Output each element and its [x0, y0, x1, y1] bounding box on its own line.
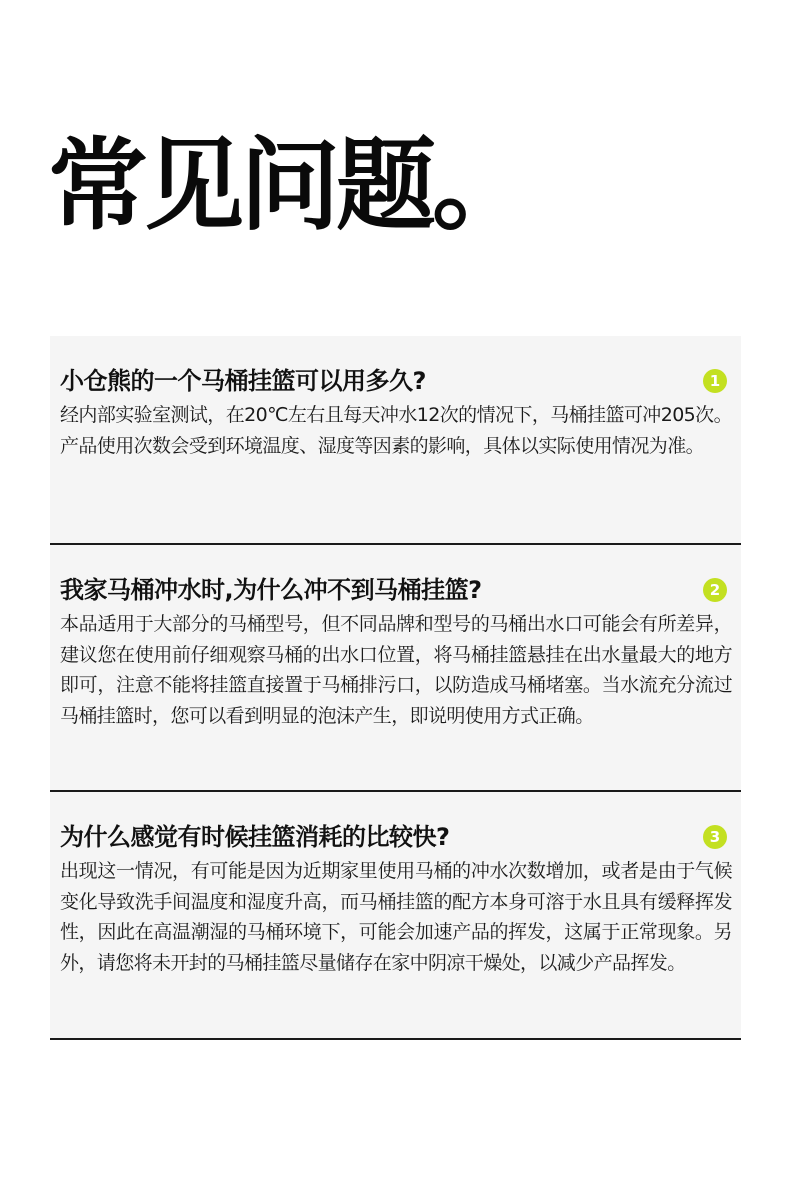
faq-item-2	[50, 545, 741, 792]
faq-question-2: 我家马桶冲水时,为什么冲不到马桶挂篮?	[60, 576, 482, 604]
faq-answer-3: 出现这一情况，有可能是因为近期家里使用马桶的冲水次数增加，或者是由于气候变化导致洗手间温度和湿度升高，而马桶挂篮的配方本身可溶于水且具有缓释挥发性，因此在高温潮湿的马桶环境下，可能会加速产品的挥发，这属于正常现象。另外，请您将未开封的马桶挂篮尽量储存在家中阴凉干燥处，以减少产品挥发。	[60, 860, 732, 974]
number-badge-1-icon: 1	[703, 369, 727, 393]
faq-item-1	[50, 336, 741, 545]
faq-answer-1: 经内部实验室测试，在20℃左右且每天冲水12次的情况下，马桶挂篮可冲205次。产品使用次数会受到环境温度、湿度等因素的影响，具体以实际使用情况为准。	[60, 404, 732, 457]
faq-item-3	[50, 792, 741, 1040]
faq-question-1: 小仓熊的一个马桶挂篮可以用多久?	[60, 367, 426, 395]
faq-answer-2: 本品适用于大部分的马桶型号，但不同品牌和型号的马桶出水口可能会有所差异，建议您在使用前仔细观察马桶的出水口位置，将马桶挂篮悬挂在出水量最大的地方即可，注意不能将挂篮直接置于马桶排污口，以防造成马桶堵塞。当水流充分流过马桶挂篮时，您可以看到明显的泡沫产生，即说明使用方式正确。	[60, 613, 732, 727]
number-badge-2-icon: 2	[703, 578, 727, 602]
faq-question-3: 为什么感觉有时候挂篮消耗的比较快?	[60, 823, 450, 851]
page-title: 常见问题。	[48, 127, 528, 244]
number-badge-3-icon: 3	[703, 825, 727, 849]
